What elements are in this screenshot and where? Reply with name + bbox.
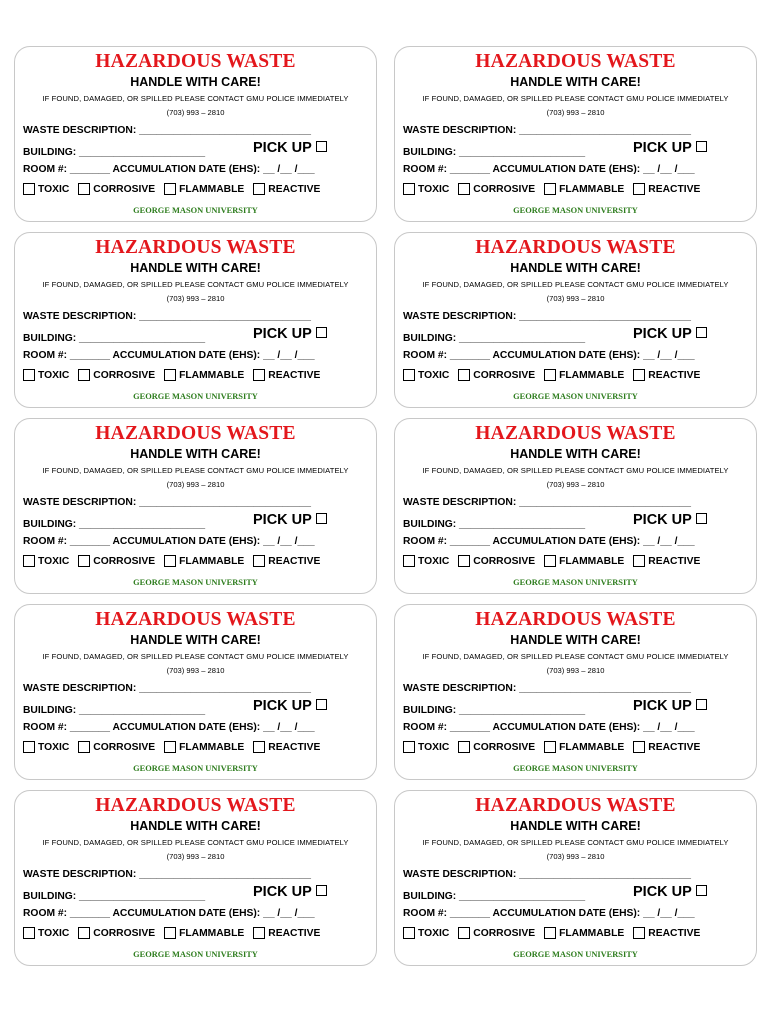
- hazardous-waste-label: [394, 790, 757, 966]
- pickup-label: PICK UP: [253, 884, 312, 900]
- hazard-label: CORROSIVE: [93, 741, 156, 753]
- hazard-label: TOXIC: [418, 369, 450, 381]
- checkbox-icon[interactable]: [253, 555, 265, 567]
- room-accumulation-field[interactable]: ROOM #: _______ ACCUMULATION DATE (EHS): __ /__ /___: [23, 722, 315, 733]
- handle-with-care: HANDLE WITH CARE!: [510, 633, 641, 647]
- hazard-flammable[interactable]: [164, 369, 244, 381]
- hazard-toxic[interactable]: [403, 927, 449, 939]
- hazard-reactive[interactable]: [633, 741, 700, 753]
- label-title: HAZARDOUS WASTE: [95, 609, 296, 630]
- hazard-label: CORROSIVE: [473, 369, 536, 381]
- handle-with-care: HANDLE WITH CARE!: [510, 261, 641, 275]
- hazard-toxic[interactable]: [23, 927, 69, 939]
- police-phone: (703) 993 – 2810: [166, 666, 225, 675]
- room-accumulation-field[interactable]: ROOM #: _______ ACCUMULATION DATE (EHS): __ /__ /___: [23, 536, 315, 547]
- checkbox-icon[interactable]: [164, 369, 176, 381]
- hazard-label: TOXIC: [38, 555, 70, 567]
- checkbox-icon[interactable]: [78, 741, 90, 753]
- hazard-types: [23, 741, 329, 753]
- hazard-flammable[interactable]: [164, 555, 244, 567]
- university-name: GEORGE MASON UNIVERSITY: [513, 950, 638, 959]
- pickup-label: PICK UP: [253, 140, 312, 156]
- checkbox-icon[interactable]: [633, 927, 645, 939]
- room-accumulation-field[interactable]: ROOM #: _______ ACCUMULATION DATE (EHS): __ /__ /___: [403, 164, 695, 175]
- hazardous-waste-label: [394, 232, 757, 408]
- checkbox-icon[interactable]: [696, 513, 707, 524]
- checkbox-icon[interactable]: [403, 927, 415, 939]
- hazard-flammable[interactable]: [544, 555, 624, 567]
- checkbox-icon[interactable]: [316, 513, 327, 524]
- hazard-label: CORROSIVE: [93, 555, 156, 567]
- checkbox-icon[interactable]: [316, 885, 327, 896]
- university-name: GEORGE MASON UNIVERSITY: [513, 206, 638, 215]
- room-accumulation-field[interactable]: ROOM #: _______ ACCUMULATION DATE (EHS): __ /__ /___: [23, 908, 315, 919]
- pickup-checkbox[interactable]: [253, 512, 327, 528]
- checkbox-icon[interactable]: [633, 741, 645, 753]
- police-notice: IF FOUND, DAMAGED, OR SPILLED PLEASE CONTACT GMU POLICE IMMEDIATELY: [42, 838, 349, 847]
- checkbox-icon[interactable]: [696, 327, 707, 338]
- pickup-label: PICK UP: [253, 326, 312, 342]
- checkbox-icon[interactable]: [78, 927, 90, 939]
- hazard-reactive[interactable]: [633, 927, 700, 939]
- hazardous-waste-label: [394, 604, 757, 780]
- pickup-label: PICK UP: [253, 698, 312, 714]
- checkbox-icon[interactable]: [253, 927, 265, 939]
- hazard-label: TOXIC: [418, 555, 450, 567]
- hazard-corrosive[interactable]: [458, 369, 535, 381]
- checkbox-icon[interactable]: [633, 369, 645, 381]
- hazard-flammable[interactable]: [164, 927, 244, 939]
- checkbox-icon[interactable]: [164, 183, 176, 195]
- hazard-label: FLAMMABLE: [559, 369, 625, 381]
- checkbox-icon[interactable]: [696, 141, 707, 152]
- label-title: HAZARDOUS WASTE: [475, 51, 676, 72]
- police-phone: (703) 993 – 2810: [546, 108, 605, 117]
- hazard-corrosive[interactable]: [78, 183, 155, 195]
- label-sheet: [14, 46, 758, 978]
- university-name: GEORGE MASON UNIVERSITY: [133, 206, 258, 215]
- checkbox-icon[interactable]: [403, 555, 415, 567]
- hazardous-waste-label: [394, 46, 757, 222]
- hazard-label: REACTIVE: [268, 555, 321, 567]
- waste-description-field[interactable]: WASTE DESCRIPTION: ______________________________: [23, 869, 311, 880]
- label-title: HAZARDOUS WASTE: [475, 609, 676, 630]
- handle-with-care: HANDLE WITH CARE!: [130, 75, 261, 89]
- hazard-corrosive[interactable]: [458, 555, 535, 567]
- police-phone: (703) 993 – 2810: [546, 666, 605, 675]
- building-field[interactable]: BUILDING: ______________________: [403, 147, 586, 158]
- pickup-label: PICK UP: [633, 326, 692, 342]
- handle-with-care: HANDLE WITH CARE!: [510, 75, 641, 89]
- hazard-types: [403, 927, 709, 939]
- police-notice: IF FOUND, DAMAGED, OR SPILLED PLEASE CONTACT GMU POLICE IMMEDIATELY: [422, 94, 729, 103]
- waste-description-field[interactable]: WASTE DESCRIPTION: ______________________________: [23, 311, 311, 322]
- room-accumulation-field[interactable]: ROOM #: _______ ACCUMULATION DATE (EHS): __ /__ /___: [403, 722, 695, 733]
- police-phone: (703) 993 – 2810: [546, 294, 605, 303]
- checkbox-icon[interactable]: [696, 699, 707, 710]
- hazard-types: [23, 183, 329, 195]
- hazard-label: CORROSIVE: [473, 741, 536, 753]
- checkbox-icon[interactable]: [23, 183, 35, 195]
- hazard-label: TOXIC: [38, 927, 70, 939]
- hazard-label: FLAMMABLE: [179, 369, 245, 381]
- hazard-toxic[interactable]: [23, 741, 69, 753]
- police-notice: IF FOUND, DAMAGED, OR SPILLED PLEASE CONTACT GMU POLICE IMMEDIATELY: [422, 652, 729, 661]
- hazard-label: TOXIC: [418, 183, 450, 195]
- hazard-label: REACTIVE: [268, 927, 321, 939]
- hazard-label: REACTIVE: [648, 555, 701, 567]
- label-title: HAZARDOUS WASTE: [95, 237, 296, 258]
- hazard-reactive[interactable]: [253, 927, 320, 939]
- checkbox-icon[interactable]: [316, 699, 327, 710]
- hazard-label: TOXIC: [418, 927, 450, 939]
- building-field[interactable]: BUILDING: ______________________: [23, 519, 206, 530]
- university-name: GEORGE MASON UNIVERSITY: [513, 764, 638, 773]
- building-field[interactable]: BUILDING: ______________________: [403, 333, 586, 344]
- handle-with-care: HANDLE WITH CARE!: [130, 447, 261, 461]
- waste-description-field[interactable]: WASTE DESCRIPTION: ______________________________: [403, 125, 691, 136]
- checkbox-icon[interactable]: [403, 183, 415, 195]
- police-notice: IF FOUND, DAMAGED, OR SPILLED PLEASE CONTACT GMU POLICE IMMEDIATELY: [42, 652, 349, 661]
- checkbox-icon[interactable]: [544, 183, 556, 195]
- pickup-checkbox[interactable]: [253, 698, 327, 714]
- hazard-reactive[interactable]: [253, 183, 320, 195]
- hazard-label: FLAMMABLE: [179, 927, 245, 939]
- hazard-label: CORROSIVE: [93, 183, 156, 195]
- hazard-types: [23, 927, 329, 939]
- hazard-corrosive[interactable]: [458, 183, 535, 195]
- room-accumulation-field[interactable]: ROOM #: _______ ACCUMULATION DATE (EHS): __ /__ /___: [403, 350, 695, 361]
- hazard-label: REACTIVE: [268, 183, 321, 195]
- hazard-label: CORROSIVE: [473, 183, 536, 195]
- checkbox-icon[interactable]: [316, 141, 327, 152]
- pickup-checkbox[interactable]: [633, 326, 707, 342]
- waste-description-field[interactable]: WASTE DESCRIPTION: ______________________________: [23, 683, 311, 694]
- checkbox-icon[interactable]: [458, 741, 470, 753]
- hazard-label: FLAMMABLE: [559, 741, 625, 753]
- hazard-label: CORROSIVE: [93, 927, 156, 939]
- checkbox-icon[interactable]: [253, 369, 265, 381]
- building-field[interactable]: BUILDING: ______________________: [23, 333, 206, 344]
- hazard-label: REACTIVE: [648, 927, 701, 939]
- police-phone: (703) 993 – 2810: [166, 852, 225, 861]
- hazard-label: REACTIVE: [648, 741, 701, 753]
- hazard-label: FLAMMABLE: [179, 741, 245, 753]
- checkbox-icon[interactable]: [316, 327, 327, 338]
- hazard-reactive[interactable]: [633, 369, 700, 381]
- hazard-flammable[interactable]: [164, 741, 244, 753]
- hazard-types: [23, 555, 329, 567]
- checkbox-icon[interactable]: [458, 183, 470, 195]
- hazard-flammable[interactable]: [164, 183, 244, 195]
- hazard-toxic[interactable]: [403, 369, 449, 381]
- hazard-types: [403, 555, 709, 567]
- pickup-label: PICK UP: [253, 512, 312, 528]
- waste-description-field[interactable]: WASTE DESCRIPTION: ______________________________: [403, 869, 691, 880]
- pickup-label: PICK UP: [633, 512, 692, 528]
- police-notice: IF FOUND, DAMAGED, OR SPILLED PLEASE CONTACT GMU POLICE IMMEDIATELY: [42, 466, 349, 475]
- hazardous-waste-label: [394, 418, 757, 594]
- hazard-toxic[interactable]: [23, 555, 69, 567]
- room-accumulation-field[interactable]: ROOM #: _______ ACCUMULATION DATE (EHS): __ /__ /___: [403, 908, 695, 919]
- hazard-label: CORROSIVE: [473, 555, 536, 567]
- police-notice: IF FOUND, DAMAGED, OR SPILLED PLEASE CONTACT GMU POLICE IMMEDIATELY: [42, 94, 349, 103]
- checkbox-icon[interactable]: [544, 555, 556, 567]
- hazard-label: TOXIC: [418, 741, 450, 753]
- hazard-label: FLAMMABLE: [559, 183, 625, 195]
- hazard-label: FLAMMABLE: [559, 555, 625, 567]
- checkbox-icon[interactable]: [544, 927, 556, 939]
- label-title: HAZARDOUS WASTE: [95, 51, 296, 72]
- checkbox-icon[interactable]: [164, 555, 176, 567]
- police-notice: IF FOUND, DAMAGED, OR SPILLED PLEASE CONTACT GMU POLICE IMMEDIATELY: [422, 466, 729, 475]
- hazard-label: TOXIC: [38, 183, 70, 195]
- hazard-reactive[interactable]: [253, 369, 320, 381]
- checkbox-icon[interactable]: [458, 555, 470, 567]
- hazard-toxic[interactable]: [23, 183, 69, 195]
- waste-description-field[interactable]: WASTE DESCRIPTION: ______________________________: [403, 497, 691, 508]
- hazardous-waste-label: [14, 790, 377, 966]
- university-name: GEORGE MASON UNIVERSITY: [133, 578, 258, 587]
- pickup-checkbox[interactable]: [253, 884, 327, 900]
- checkbox-icon[interactable]: [23, 741, 35, 753]
- checkbox-icon[interactable]: [164, 927, 176, 939]
- building-field[interactable]: BUILDING: ______________________: [403, 519, 586, 530]
- waste-description-field[interactable]: WASTE DESCRIPTION: ______________________________: [23, 125, 311, 136]
- room-accumulation-field[interactable]: ROOM #: _______ ACCUMULATION DATE (EHS): __ /__ /___: [23, 350, 315, 361]
- hazard-label: TOXIC: [38, 369, 70, 381]
- checkbox-icon[interactable]: [78, 555, 90, 567]
- room-accumulation-field[interactable]: ROOM #: _______ ACCUMULATION DATE (EHS): __ /__ /___: [23, 164, 315, 175]
- handle-with-care: HANDLE WITH CARE!: [510, 447, 641, 461]
- hazard-label: FLAMMABLE: [559, 927, 625, 939]
- label-title: HAZARDOUS WASTE: [95, 423, 296, 444]
- checkbox-icon[interactable]: [633, 555, 645, 567]
- pickup-label: PICK UP: [633, 140, 692, 156]
- police-notice: IF FOUND, DAMAGED, OR SPILLED PLEASE CONTACT GMU POLICE IMMEDIATELY: [42, 280, 349, 289]
- handle-with-care: HANDLE WITH CARE!: [130, 819, 261, 833]
- checkbox-icon[interactable]: [458, 927, 470, 939]
- police-phone: (703) 993 – 2810: [166, 294, 225, 303]
- university-name: GEORGE MASON UNIVERSITY: [513, 392, 638, 401]
- hazard-types: [403, 369, 709, 381]
- hazard-toxic[interactable]: [403, 555, 449, 567]
- hazard-reactive[interactable]: [253, 741, 320, 753]
- hazardous-waste-label: [14, 232, 377, 408]
- pickup-checkbox[interactable]: [253, 140, 327, 156]
- police-phone: (703) 993 – 2810: [166, 480, 225, 489]
- hazard-flammable[interactable]: [544, 369, 624, 381]
- handle-with-care: HANDLE WITH CARE!: [130, 261, 261, 275]
- hazard-toxic[interactable]: [403, 183, 449, 195]
- pickup-checkbox[interactable]: [633, 140, 707, 156]
- checkbox-icon[interactable]: [78, 183, 90, 195]
- university-name: GEORGE MASON UNIVERSITY: [133, 764, 258, 773]
- hazard-corrosive[interactable]: [78, 741, 155, 753]
- hazard-reactive[interactable]: [633, 555, 700, 567]
- hazard-reactive[interactable]: [633, 183, 700, 195]
- police-phone: (703) 993 – 2810: [166, 108, 225, 117]
- checkbox-icon[interactable]: [78, 369, 90, 381]
- hazard-flammable[interactable]: [544, 741, 624, 753]
- building-field[interactable]: BUILDING: ______________________: [403, 891, 586, 902]
- checkbox-icon[interactable]: [544, 369, 556, 381]
- waste-description-field[interactable]: WASTE DESCRIPTION: ______________________________: [403, 311, 691, 322]
- building-field[interactable]: BUILDING: ______________________: [23, 891, 206, 902]
- hazard-reactive[interactable]: [253, 555, 320, 567]
- hazard-corrosive[interactable]: [78, 927, 155, 939]
- police-notice: IF FOUND, DAMAGED, OR SPILLED PLEASE CONTACT GMU POLICE IMMEDIATELY: [422, 838, 729, 847]
- police-notice: IF FOUND, DAMAGED, OR SPILLED PLEASE CONTACT GMU POLICE IMMEDIATELY: [422, 280, 729, 289]
- hazard-label: REACTIVE: [268, 369, 321, 381]
- hazard-toxic[interactable]: [23, 369, 69, 381]
- hazard-corrosive[interactable]: [78, 369, 155, 381]
- hazard-label: TOXIC: [38, 741, 70, 753]
- police-phone: (703) 993 – 2810: [546, 852, 605, 861]
- handle-with-care: HANDLE WITH CARE!: [130, 633, 261, 647]
- checkbox-icon[interactable]: [544, 741, 556, 753]
- pickup-checkbox[interactable]: [253, 326, 327, 342]
- hazard-types: [403, 741, 709, 753]
- checkbox-icon[interactable]: [633, 183, 645, 195]
- waste-description-field[interactable]: WASTE DESCRIPTION: ______________________________: [23, 497, 311, 508]
- hazard-flammable[interactable]: [544, 183, 624, 195]
- label-title: HAZARDOUS WASTE: [475, 423, 676, 444]
- hazard-corrosive[interactable]: [78, 555, 155, 567]
- hazardous-waste-label: [14, 46, 377, 222]
- hazard-label: CORROSIVE: [93, 369, 156, 381]
- hazard-corrosive[interactable]: [458, 927, 535, 939]
- hazard-flammable[interactable]: [544, 927, 624, 939]
- hazard-label: REACTIVE: [268, 741, 321, 753]
- pickup-label: PICK UP: [633, 884, 692, 900]
- hazard-types: [23, 369, 329, 381]
- building-field[interactable]: BUILDING: ______________________: [403, 705, 586, 716]
- checkbox-icon[interactable]: [253, 183, 265, 195]
- hazard-label: CORROSIVE: [473, 927, 536, 939]
- waste-description-field[interactable]: WASTE DESCRIPTION: ______________________________: [403, 683, 691, 694]
- hazard-label: FLAMMABLE: [179, 183, 245, 195]
- checkbox-icon[interactable]: [23, 369, 35, 381]
- checkbox-icon[interactable]: [458, 369, 470, 381]
- label-title: HAZARDOUS WASTE: [95, 795, 296, 816]
- room-accumulation-field[interactable]: ROOM #: _______ ACCUMULATION DATE (EHS): __ /__ /___: [403, 536, 695, 547]
- pickup-checkbox[interactable]: [633, 512, 707, 528]
- university-name: GEORGE MASON UNIVERSITY: [133, 392, 258, 401]
- checkbox-icon[interactable]: [253, 741, 265, 753]
- handle-with-care: HANDLE WITH CARE!: [510, 819, 641, 833]
- checkbox-icon[interactable]: [164, 741, 176, 753]
- hazard-label: FLAMMABLE: [179, 555, 245, 567]
- hazardous-waste-label: [14, 604, 377, 780]
- building-field[interactable]: BUILDING: ______________________: [23, 705, 206, 716]
- hazardous-waste-label: [14, 418, 377, 594]
- hazard-label: REACTIVE: [648, 369, 701, 381]
- hazard-types: [403, 183, 709, 195]
- university-name: GEORGE MASON UNIVERSITY: [133, 950, 258, 959]
- checkbox-icon[interactable]: [696, 885, 707, 896]
- pickup-checkbox[interactable]: [633, 884, 707, 900]
- hazard-label: REACTIVE: [648, 183, 701, 195]
- building-field[interactable]: BUILDING: ______________________: [23, 147, 206, 158]
- police-phone: (703) 993 – 2810: [546, 480, 605, 489]
- checkbox-icon[interactable]: [23, 555, 35, 567]
- hazard-corrosive[interactable]: [458, 741, 535, 753]
- hazard-toxic[interactable]: [403, 741, 449, 753]
- label-title: HAZARDOUS WASTE: [475, 795, 676, 816]
- checkbox-icon[interactable]: [23, 927, 35, 939]
- pickup-checkbox[interactable]: [633, 698, 707, 714]
- pickup-label: PICK UP: [633, 698, 692, 714]
- checkbox-icon[interactable]: [403, 741, 415, 753]
- university-name: GEORGE MASON UNIVERSITY: [513, 578, 638, 587]
- checkbox-icon[interactable]: [403, 369, 415, 381]
- label-title: HAZARDOUS WASTE: [475, 237, 676, 258]
